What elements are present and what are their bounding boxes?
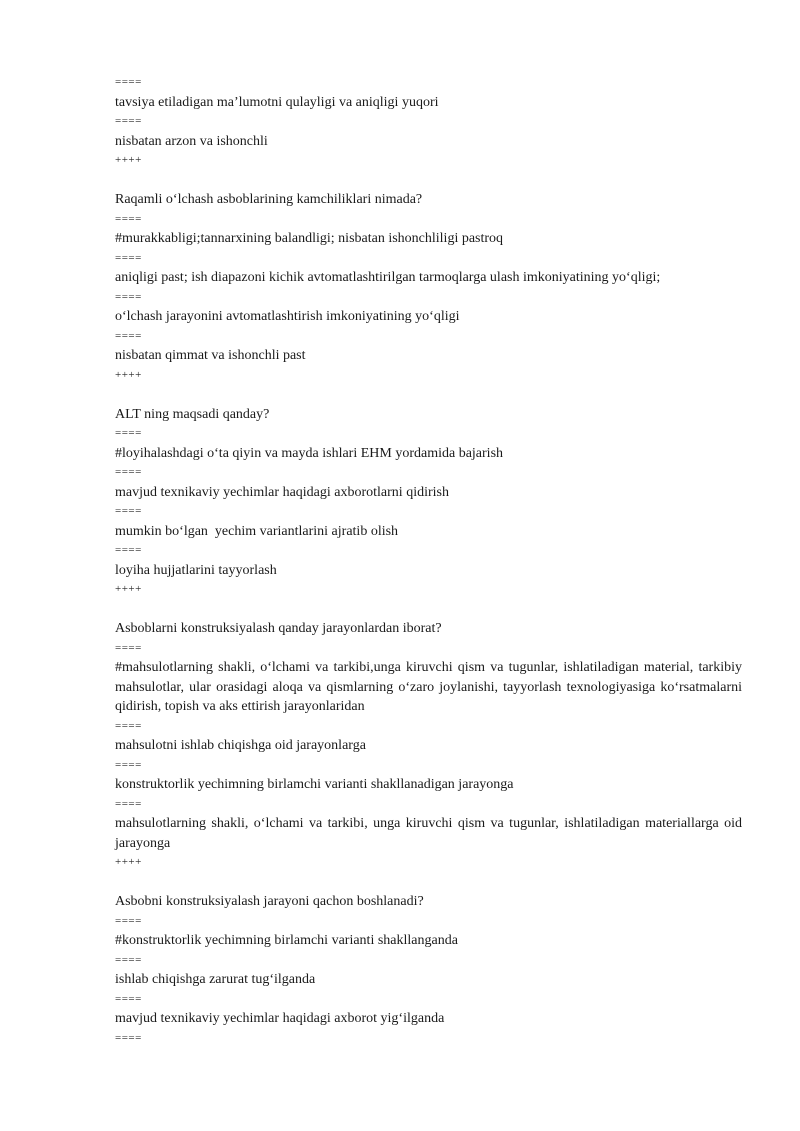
answer-option: mumkin bo‘lgan yechim variantlarini ajratib olish xyxy=(115,523,399,539)
answer-option: loyiha hujjatlarini tayyorlash xyxy=(115,562,277,578)
option-separator: ==== xyxy=(115,505,142,517)
option-separator: ==== xyxy=(115,641,142,654)
question-end-marker: ++++ xyxy=(115,154,142,166)
option-separator: ==== xyxy=(115,251,142,264)
question-text: ALT ning maqsadi qanday? xyxy=(115,406,270,422)
answer-option: nisbatan qimmat va ishonchli past xyxy=(115,348,306,363)
option-separator: ==== xyxy=(115,329,142,342)
blank-line xyxy=(115,600,742,620)
option-separator: ==== xyxy=(115,76,142,88)
correct-answer-option: #loyihalashdagi o‘ta qiyin va mayda ishlari EHM yordamida bajarish xyxy=(115,445,504,461)
option-separator: ==== xyxy=(115,1031,142,1044)
question-end-marker: ++++ xyxy=(115,583,142,595)
question-text: Raqamli o‘lchash asboblarining kamchiliklari nimada? xyxy=(115,192,423,207)
correct-answer-option: #mahsulotlarning shakli, o‘lchami va tarkibi,unga kiruvchi qism va tugunlar, ishlatiladigan material, tarkibiy mahsulotlar, ular orasidagi aloqa va qismlarning o‘zaro joylanishi, tayyorlash texnologiyasiga ko‘rsatmalarni qidirish, topish va aks ettirish jarayonlaridan xyxy=(115,660,742,714)
option-separator: ==== xyxy=(115,290,142,303)
answer-option: mahsulotlarning shakli, o‘lchami va tarkibi, unga kiruvchi qism va tugunlar, ishlatiladigan materiallarga oid jarayonga xyxy=(115,816,742,851)
answer-option: mavjud texnikaviy yechimlar haqidagi axborotlarni qidirish xyxy=(115,484,449,500)
answer-option: aniqligi past; ish diapazoni kichik avtomatlashtirilgan tarmoqlarga ulash imkoniyatining yo‘qligi; xyxy=(115,270,661,285)
answer-option: konstruktorlik yechimning birlamchi varianti shakllanadigan jarayonga xyxy=(115,777,514,792)
answer-option: nisbatan arzon va ishonchli xyxy=(115,133,268,149)
answer-option: mahsulotni ishlab chiqishga oid jarayonlarga xyxy=(115,738,366,753)
answer-option: tavsiya etiladigan ma’lumotni qulayligi va aniqligi yuqori xyxy=(115,94,439,110)
question-end-marker: ++++ xyxy=(115,856,142,868)
option-separator: ==== xyxy=(115,797,142,810)
option-separator: ==== xyxy=(115,914,142,927)
answer-option: o‘lchash jarayonini avtomatlashtirish imkoniyatining yo‘qligi xyxy=(115,309,460,324)
correct-answer-option: #konstruktorlik yechimning birlamchi varianti shakllanganda xyxy=(115,933,458,948)
option-separator: ==== xyxy=(115,115,142,127)
answer-option: mavjud texnikaviy yechimlar haqidagi axborot yig‘ilganda xyxy=(115,1011,445,1026)
blank-line xyxy=(115,873,742,893)
question-text: Asbobni konstruksiyalash jarayoni qachon boshlanadi? xyxy=(115,894,424,909)
option-separator: ==== xyxy=(115,544,142,556)
question-end-marker: ++++ xyxy=(115,368,142,381)
option-separator: ==== xyxy=(115,758,142,771)
question-text: Asboblarni konstruksiyalash qanday jarayonlardan iborat? xyxy=(115,621,442,636)
blank-line xyxy=(115,171,742,191)
blank-line xyxy=(115,385,742,405)
option-separator: ==== xyxy=(115,466,142,478)
option-separator: ==== xyxy=(115,953,142,966)
option-separator: ==== xyxy=(115,992,142,1005)
option-separator: ==== xyxy=(115,719,142,732)
answer-option: ishlab chiqishga zarurat tug‘ilganda xyxy=(115,972,316,987)
test-questions-content xyxy=(115,73,742,1048)
option-separator: ==== xyxy=(115,427,142,439)
option-separator: ==== xyxy=(115,212,142,225)
correct-answer-option: #murakkabligi;tannarxining balandligi; nisbatan ishonchliligi pastroq xyxy=(115,231,504,246)
